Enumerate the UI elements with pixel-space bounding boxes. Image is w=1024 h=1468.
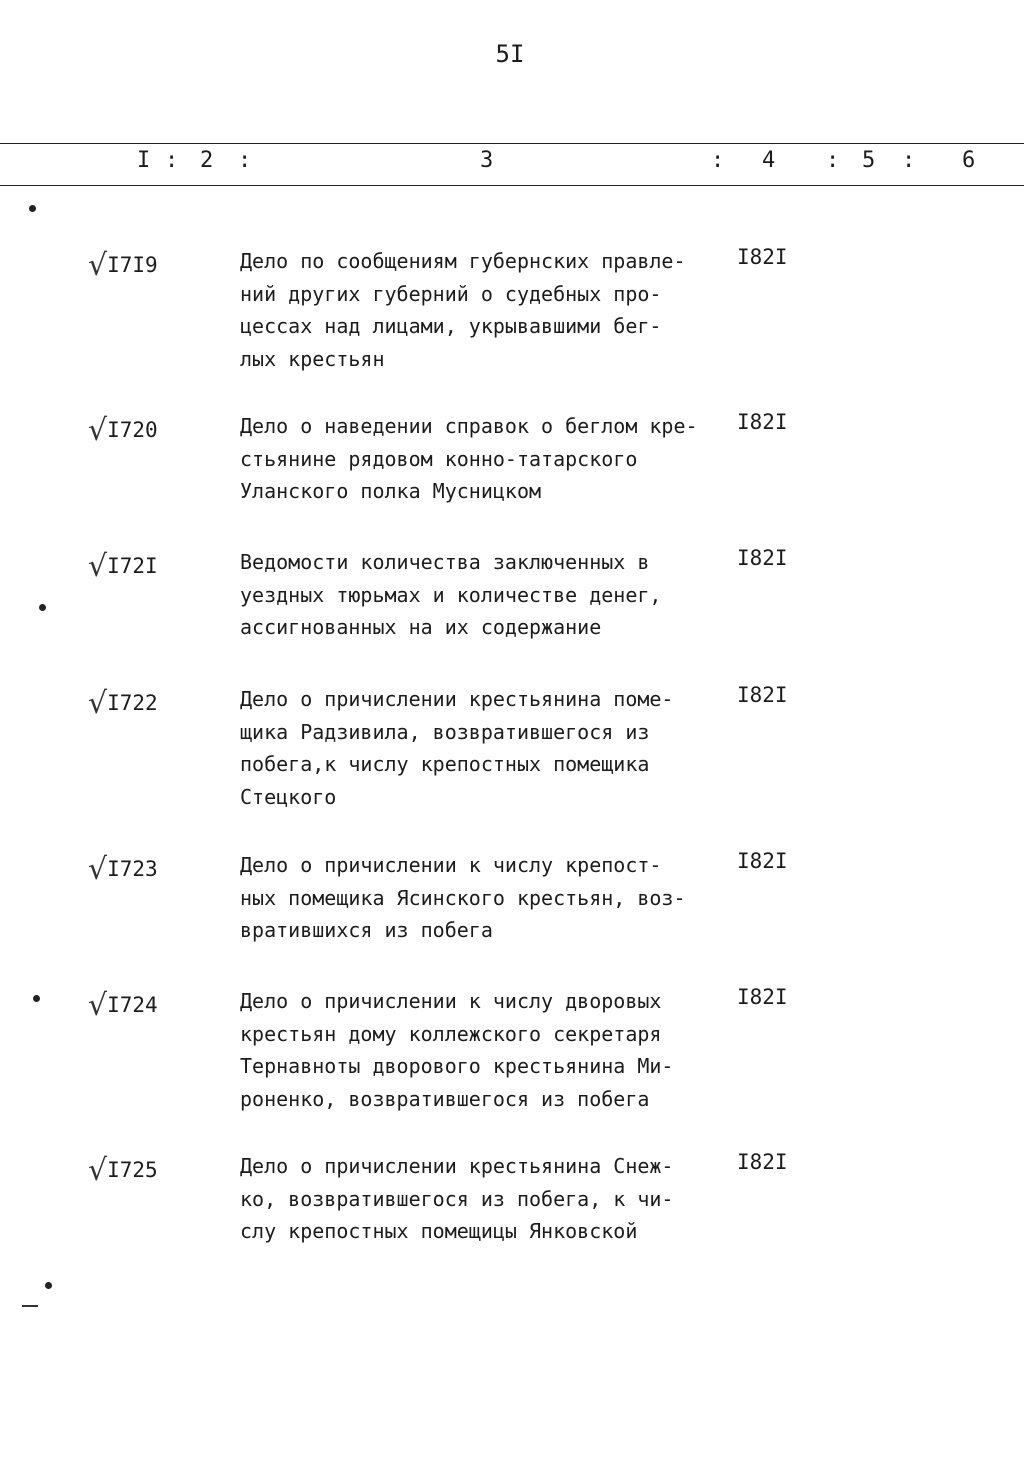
record-number: √I7I9 [88, 248, 158, 283]
record-year: I82I [737, 985, 788, 1009]
record-number: √I723 [88, 852, 158, 887]
check-mark-icon: √ [88, 248, 108, 283]
record-year: I82I [737, 410, 788, 434]
check-mark-icon: √ [88, 1153, 108, 1188]
column-separator: : [902, 148, 916, 173]
column-header-3: 3 [480, 148, 494, 173]
record-title: Дело по сообщениям губернских правле- ний других губерний о судебных про- цессах над лицами, укрывавшими бег- лых крестьян [240, 249, 686, 371]
binder-mark-icon [45, 1282, 52, 1289]
record-number: √I724 [88, 988, 158, 1023]
margin-dash-icon [22, 1305, 38, 1307]
binder-mark-icon [39, 604, 46, 611]
record-year: I82I [737, 245, 788, 269]
check-mark-icon: √ [88, 988, 108, 1023]
column-header-1: I [137, 148, 151, 173]
record-number: √I722 [88, 686, 158, 721]
record-year: I82I [737, 1150, 788, 1174]
record-title: Дело о причислении к числу дворовых крестьян дому коллежского секретаря Тернавноты дворового крестьянина Ми- роненко, возвратившегося из побега [240, 989, 674, 1111]
column-separator: : [711, 148, 725, 173]
check-mark-icon: √ [88, 549, 108, 584]
record-number: √I72I [88, 549, 158, 584]
column-separator: : [165, 148, 179, 173]
column-header-5: 5 [862, 148, 876, 173]
record-title: Ведомости количества заключенных в уездных тюрьмах и количестве денег, ассигнованных на их содержание [240, 550, 662, 639]
record-year: I82I [737, 546, 788, 570]
record-year: I82I [737, 849, 788, 873]
column-header-row [0, 146, 1024, 182]
check-mark-icon: √ [88, 413, 108, 448]
record-year: I82I [737, 683, 788, 707]
record-title: Дело о причислении крестьянина Снеж- ко, возвратившегося из побега, к чи- слу крепостных помещицы Янковской [240, 1154, 674, 1243]
record-title: Дело о наведении справок о беглом кре- стьянине рядовом конно-татарского Уланского полка Мусницком [240, 414, 698, 503]
page-number: 5I [495, 40, 525, 68]
column-header-6: 6 [962, 148, 976, 173]
header-bottom-rule [0, 185, 1024, 186]
binder-mark-icon [33, 995, 40, 1002]
column-separator: : [238, 148, 252, 173]
binder-mark-icon [29, 205, 36, 212]
column-header-4: 4 [762, 148, 776, 173]
record-title: Дело о причислении к числу крепост- ных помещика Ясинского крестьян, воз- вратившихся из побега [240, 853, 686, 942]
column-header-2: 2 [200, 148, 214, 173]
record-title: Дело о причислении крестьянина поме- щика Радзивила, возвратившегося из побега,к числу крепостных помещика Стецкого [240, 687, 674, 809]
check-mark-icon: √ [88, 686, 108, 721]
record-number: √I720 [88, 413, 158, 448]
record-number: √I725 [88, 1153, 158, 1188]
header-top-rule [0, 143, 1024, 144]
column-separator: : [826, 148, 840, 173]
check-mark-icon: √ [88, 852, 108, 887]
